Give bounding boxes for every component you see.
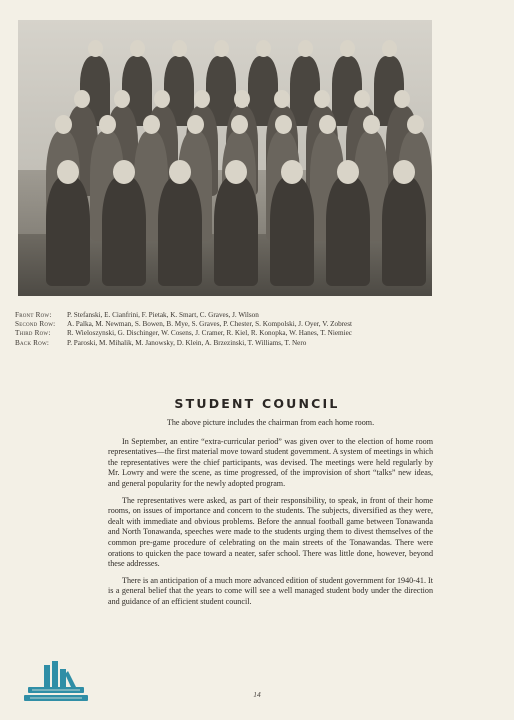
photo-person-head: [337, 160, 359, 184]
photo-person: [270, 176, 314, 286]
photo-person-head: [234, 90, 250, 108]
photo-person-head: [340, 40, 355, 57]
photo-person-head: [187, 115, 204, 134]
photo-person-head: [88, 40, 103, 57]
photo-person-head: [55, 115, 72, 134]
photo-person: [102, 176, 146, 286]
photo-caption: [15, 311, 495, 348]
photo-person-head: [143, 115, 160, 134]
photo-person-head: [99, 115, 116, 134]
article-paragraph: In September, an entire “extra-curricular period” was given over to the election of home room representatives—the first material move toward student government. A system of meetings in which the representatives were the chief participants, was devised. The meetings were held regularly by Mr. Lowry and were the scene, as time progressed, of the improvision of short “talks” new ideas, and general popularity for the newly adopted program.: [108, 436, 433, 488]
photo-person-head: [256, 40, 271, 57]
photo-person-head: [172, 40, 187, 57]
photo-person-head: [113, 160, 135, 184]
photo-person-head: [225, 160, 247, 184]
photo-person: [382, 176, 426, 286]
caption-row: [15, 311, 495, 320]
photo-person-head: [114, 90, 130, 108]
caption-row-names: A. Palka, M. Newman, S. Bowen, B. Mye, S. Graves, P. Chester, S. Kompolski, J. Oyer, V. Zobrest: [67, 320, 353, 329]
photo-person-head: [130, 40, 145, 57]
photo-person: [214, 176, 258, 286]
photo-person: [326, 176, 370, 286]
photo-person-head: [231, 115, 248, 134]
article-paragraph: There is an anticipation of a much more advanced edition of student government for 1940-41. It is a general belief that the years to come will see a well managed student body under the direction and guidance of an efficient student council.: [108, 575, 433, 606]
photo-person-head: [363, 115, 380, 134]
photo-person-head: [298, 40, 313, 57]
photo-person-head: [57, 160, 79, 184]
photo-person-head: [275, 115, 292, 134]
photo-person: [158, 176, 202, 286]
caption-row-label: Second Row:: [15, 320, 56, 329]
group-photo: [18, 20, 432, 296]
page-number: 14: [253, 690, 261, 699]
photo-person-head: [314, 90, 330, 108]
caption-row-names: R. Wieloszynski, G. Dischinger, W. Cosens, J. Cramer, R. Kiel, R. Konopka, W. Hanes, T. Niemiec: [67, 329, 353, 338]
photo-person-head: [194, 90, 210, 108]
photo-person-head: [319, 115, 336, 134]
photo-person-head: [394, 90, 410, 108]
photo-person-head: [274, 90, 290, 108]
photo-person-head: [214, 40, 229, 57]
article-paragraph: The representatives were asked, as part of their responsibility, to speak, in front of their home rooms, on issues of importance and concern to the students. The subjects, diversified as they were, dealt with immediate and obvious problems. Before the annual football game between Tonawanda and North Tonawanda, speeches were made to the students urging them to divest themselves of the common pre-game procedure of celebrating on the main streets of the Tonawandas. There were orations to quicken the pace toward a neater, safer school. There was little done, however, beyond these addresses.: [108, 495, 433, 569]
article-paragraph: The above picture includes the chairman from each home room.: [166, 418, 375, 427]
photo-person-head: [169, 160, 191, 184]
caption-row: [15, 329, 495, 338]
section-title: STUDENT COUNCIL: [174, 396, 340, 411]
photo-person: [46, 176, 90, 286]
caption-row: [15, 320, 495, 329]
photo-person-head: [382, 40, 397, 57]
photo-person-head: [354, 90, 370, 108]
photo-person-head: [393, 160, 415, 184]
caption-row-names: P. Stefanski, E. Cianfrini, F. Pietak, K. Smart, C. Graves, J. Wilson: [67, 311, 259, 319]
caption-row-label: Back Row:: [15, 338, 50, 347]
caption-row: [15, 339, 495, 348]
photo-person-head: [74, 90, 90, 108]
caption-row-names: P. Paroski, M. Mihalik, M. Janowsky, D. Klein, A. Brzezinski, T. Williams, T. Nero: [67, 338, 307, 347]
caption-row-label: Front Row:: [15, 311, 52, 319]
photo-person-head: [281, 160, 303, 184]
photo-person-head: [154, 90, 170, 108]
photo-person-head: [407, 115, 424, 134]
caption-row-label: Third Row:: [15, 329, 51, 338]
article-body: [108, 418, 433, 614]
